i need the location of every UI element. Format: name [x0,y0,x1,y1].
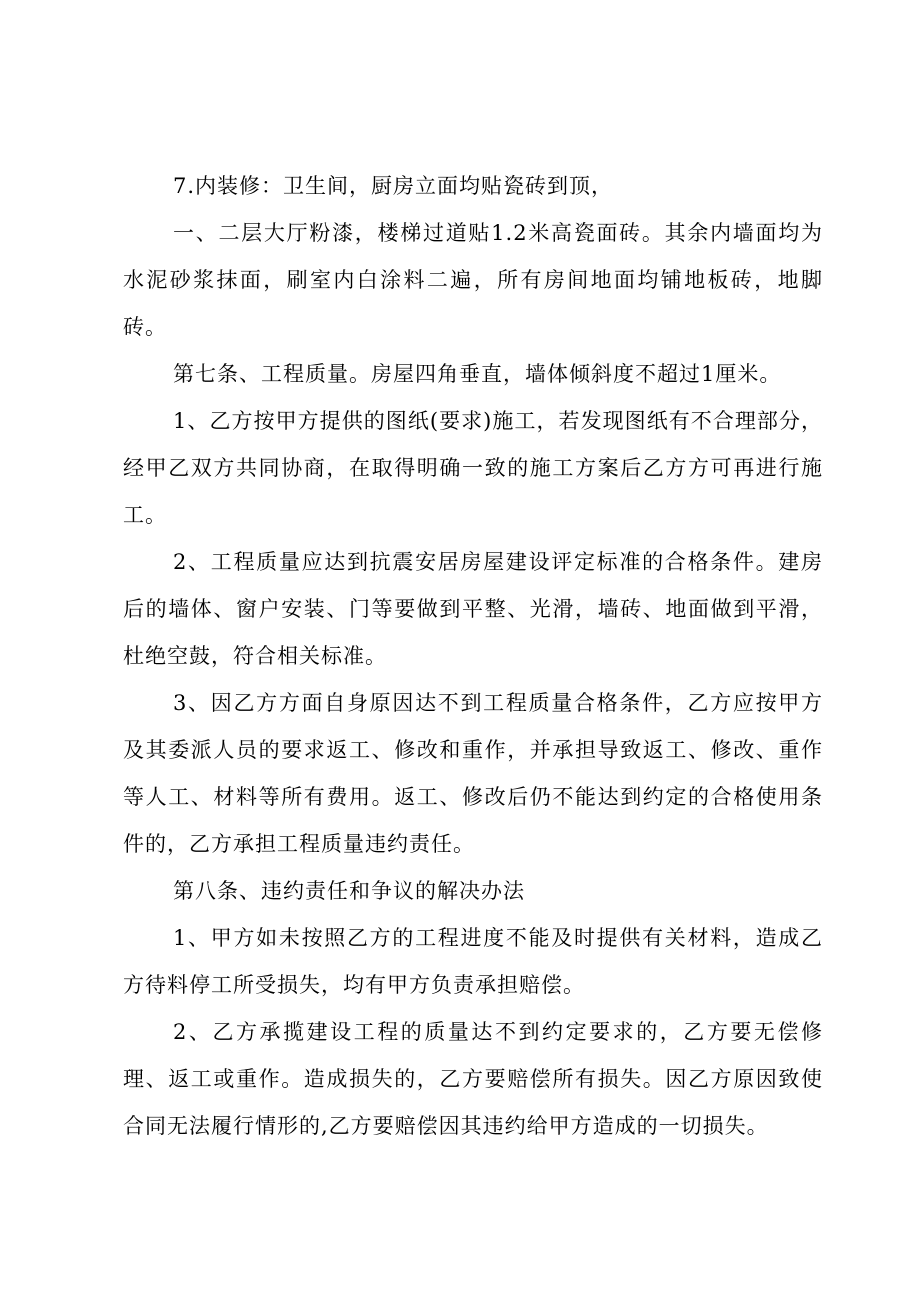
article-7-heading: 第七条、工程质量。房屋四角垂直，墙体倾斜度不超过1厘米。 [173,362,782,386]
article-8-heading: 第八条、违约责任和争议的解决办法 [173,879,525,903]
paragraph-interior-decoration: 7.内装修：卫生间，厨房立面均贴瓷砖到顶， [173,174,614,198]
article-7-item-3: 3、因乙方方面自身原因达不到工程质量合格条件，乙方应按甲方及其委派人员的要求返工、修改和重作，并承担导致返工、修改、重作等人工、材料等所有费用。返工、修改后仍不能达到约定的合格使用条件的，乙方承担工程质量违约责任。 [123,691,823,856]
article-8-item-1: 1、甲方如未按照乙方的工程进度不能及时提供有关材料，造成乙方待料停工所受损失，均有甲方负责承担赔偿。 [123,926,823,997]
article-8-item-2: 2、乙方承揽建设工程的质量达不到约定要求的，乙方要无偿修理、返工或重作。造成损失的，乙方要赔偿所有损失。因乙方原因致使合同无法履行情形的,乙方要赔偿因其违约给甲方造成的一切损失。 [123,1020,823,1138]
article-7-item-2: 2、工程质量应达到抗震安居房屋建设评定标准的合格条件。建房后的墙体、窗户安装、门等要做到平整、光滑，墙砖、地面做到平滑，杜绝空鼓，符合相关标准。 [123,550,823,668]
paragraph-wall-floor-finish: 一、二层大厅粉漆，楼梯过道贴1.2米高瓷面砖。其余内墙面均为水泥砂浆抹面，刷室内白涂料二遍，所有房间地面均铺地板砖，地脚砖。 [123,221,823,339]
article-7-item-1: 1、乙方按甲方提供的图纸(要求)施工，若发现图纸有不合理部分，经甲乙双方共同协商，在取得明确一致的施工方案后乙方方可再进行施工。 [123,409,823,527]
document-body [123,163,823,1150]
